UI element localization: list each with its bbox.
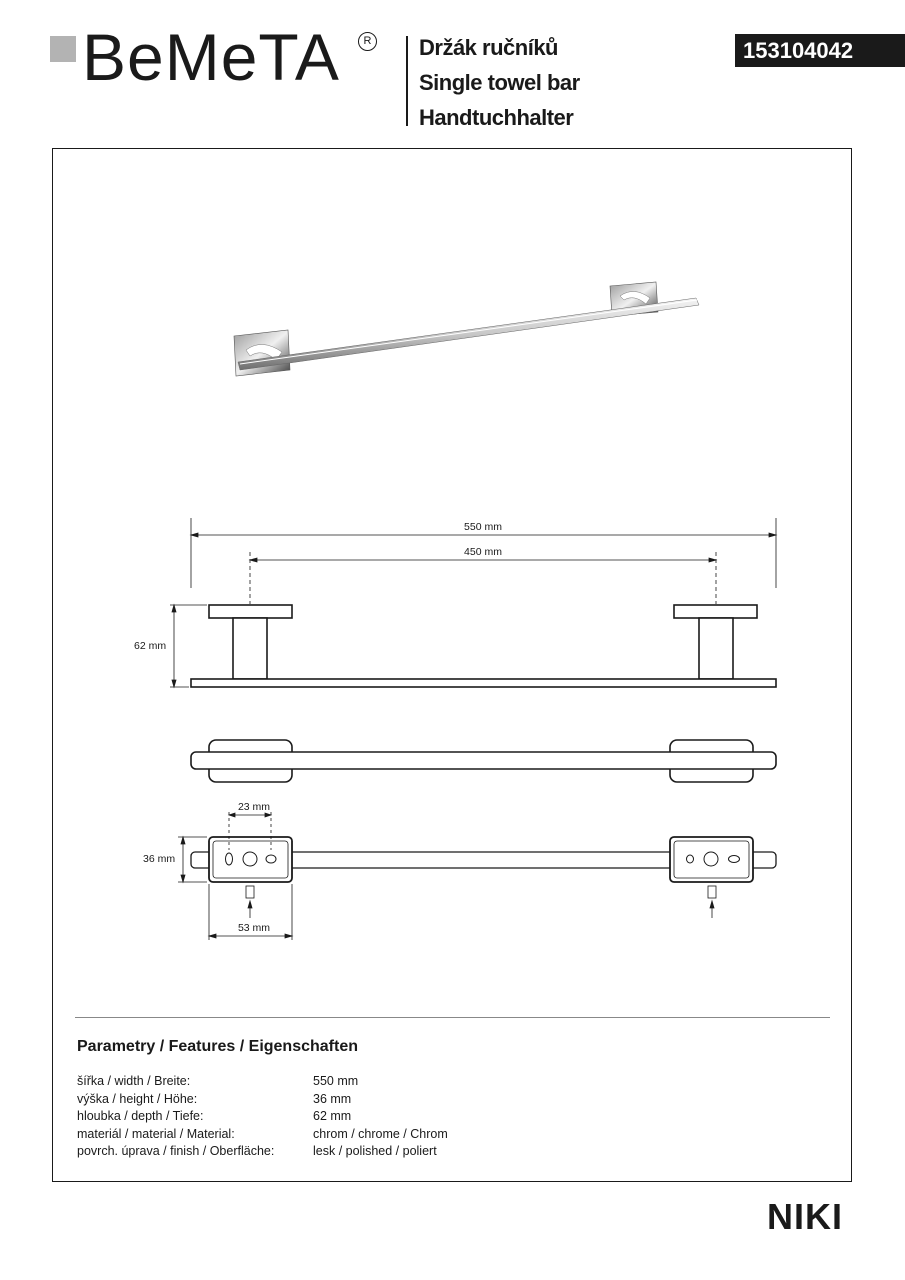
dim-height: 36 mm: [143, 853, 176, 865]
feature-label: šířka / width / Breite:: [77, 1074, 191, 1088]
side-view: [191, 605, 776, 687]
brand-name: BeMeTA: [82, 20, 340, 94]
series-name: NIKI: [767, 1196, 843, 1237]
features-title: Parametry / Features / Eigenschaften: [77, 1038, 358, 1055]
dim-base-length: 53 mm: [237, 922, 271, 934]
dim-overall-length: 550 mm: [464, 521, 502, 533]
title-en: Single towel bar: [419, 70, 580, 95]
dim-width-base: 23 mm: [237, 801, 271, 813]
feature-value: 36 mm: [313, 1091, 352, 1106]
title-cz: Držák ručníků: [419, 35, 558, 60]
title-de: Handtuchhalter: [419, 105, 574, 130]
feature-value: 62 mm: [313, 1109, 352, 1123]
feature-label: hloubka / depth / Tiefe:: [77, 1109, 204, 1123]
feature-label: materiál / material / Material:: [77, 1126, 235, 1141]
feature-label: výška / height / Höhe:: [77, 1091, 198, 1106]
dim-depth: 62 mm: [134, 640, 167, 652]
product-photo: [234, 282, 699, 376]
back-view: [191, 837, 776, 898]
section-divider: [75, 1017, 830, 1018]
dimension-spacing: [250, 552, 716, 604]
dimension-depth: [170, 605, 207, 687]
feature-label: povrch. úprava / finish / Oberfläche:: [77, 1144, 275, 1158]
feature-value: lesk / polished / poliert: [313, 1144, 437, 1158]
product-code: 153104042: [735, 34, 905, 67]
screw-arrows: [248, 901, 714, 918]
registered-mark: R: [358, 32, 377, 51]
feature-value: 550 mm: [313, 1074, 359, 1088]
top-view: [191, 740, 776, 782]
feature-value: chrom / chrome / Chrom: [313, 1126, 448, 1141]
dim-mount-spacing: 450 mm: [464, 546, 502, 558]
